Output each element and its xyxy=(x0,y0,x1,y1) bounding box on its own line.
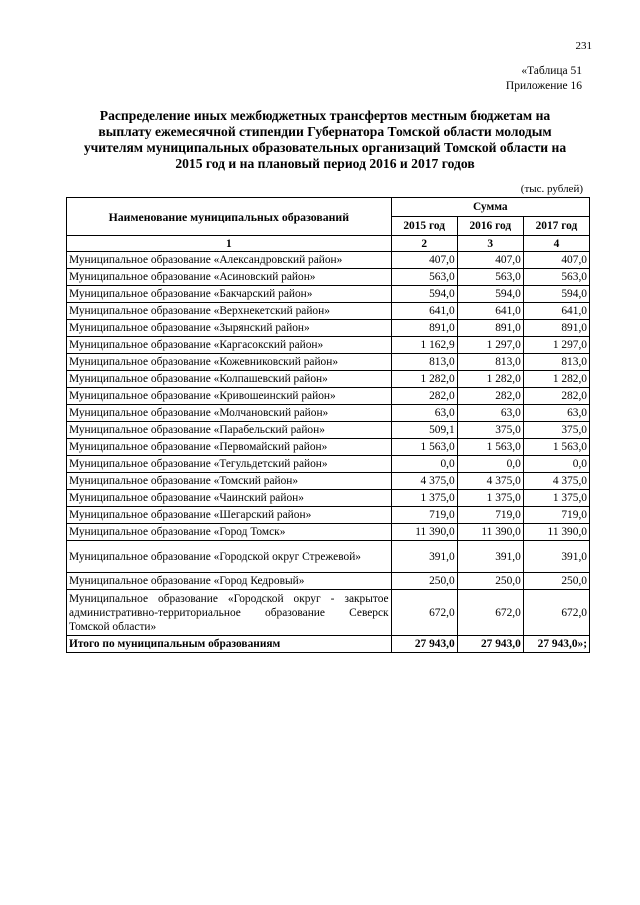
total-2016: 27 943,0 xyxy=(457,636,523,653)
value-2017: 719,0 xyxy=(523,507,589,524)
table-row xyxy=(67,286,590,303)
value-2017: 375,0 xyxy=(523,422,589,439)
total-row xyxy=(67,636,590,653)
value-2017: 4 375,0 xyxy=(523,473,589,490)
document-title xyxy=(70,108,580,172)
table-row xyxy=(67,507,590,524)
value-2017: 391,0 xyxy=(523,541,589,573)
table-row xyxy=(67,422,590,439)
value-2015: 4 375,0 xyxy=(391,473,457,490)
municipality-name: Муниципальное образование «Бакчарский район» xyxy=(67,286,392,303)
value-2017: 1 563,0 xyxy=(523,439,589,456)
value-2015: 1 563,0 xyxy=(391,439,457,456)
value-2016: 63,0 xyxy=(457,405,523,422)
table-row xyxy=(67,573,590,590)
table-number: «Таблица 51 xyxy=(521,65,582,77)
value-2016: 1 282,0 xyxy=(457,371,523,388)
table-row xyxy=(67,337,590,354)
value-2015: 641,0 xyxy=(391,303,457,320)
value-2015: 1 162,9 xyxy=(391,337,457,354)
value-2017: 250,0 xyxy=(523,573,589,590)
value-2017: 891,0 xyxy=(523,320,589,337)
header-year-2015: 2015 год xyxy=(391,217,457,236)
municipality-name: Муниципальное образование «Шегарский район» xyxy=(67,507,392,524)
municipality-name: Муниципальное образование «Зырянский район» xyxy=(67,320,392,337)
value-2015: 407,0 xyxy=(391,252,457,269)
header-name: Наименование муниципальных образований xyxy=(67,198,392,236)
table-row xyxy=(67,303,590,320)
value-2016: 391,0 xyxy=(457,541,523,573)
value-2015: 0,0 xyxy=(391,456,457,473)
municipality-name: Муниципальное образование «Город Кедровый» xyxy=(67,573,392,590)
value-2017: 11 390,0 xyxy=(523,524,589,541)
units-note: (тыс. рублей) xyxy=(520,183,583,195)
value-2015: 11 390,0 xyxy=(391,524,457,541)
value-2016: 1 297,0 xyxy=(457,337,523,354)
value-2017: 672,0 xyxy=(523,590,589,636)
value-2017: 813,0 xyxy=(523,354,589,371)
table-row xyxy=(67,524,590,541)
header-sum: Сумма xyxy=(391,198,589,217)
value-2015: 282,0 xyxy=(391,388,457,405)
value-2016: 1 375,0 xyxy=(457,490,523,507)
municipality-name: Муниципальное образование «Верхнекетский район» xyxy=(67,303,392,320)
table-row xyxy=(67,439,590,456)
column-number: 3 xyxy=(457,236,523,252)
value-2016: 672,0 xyxy=(457,590,523,636)
table-row xyxy=(67,490,590,507)
municipality-name: Муниципальное образование «Кожевниковский район» xyxy=(67,354,392,371)
value-2016: 891,0 xyxy=(457,320,523,337)
title-line: выплату ежемесячной стипендии Губернатора Томской области молодым xyxy=(98,124,552,139)
value-2017: 1 375,0 xyxy=(523,490,589,507)
column-number: 4 xyxy=(523,236,589,252)
municipality-name: Муниципальное образование «Колпашевский район» xyxy=(67,371,392,388)
value-2015: 250,0 xyxy=(391,573,457,590)
header-year-2017: 2017 год xyxy=(523,217,589,236)
value-2015: 813,0 xyxy=(391,354,457,371)
municipality-name: Муниципальное образование «Первомайский район» xyxy=(67,439,392,456)
value-2015: 1 375,0 xyxy=(391,490,457,507)
municipality-name: Муниципальное образование «Город Томск» xyxy=(67,524,392,541)
value-2017: 63,0 xyxy=(523,405,589,422)
value-2016: 563,0 xyxy=(457,269,523,286)
municipality-name: Муниципальное образование «Томский район» xyxy=(67,473,392,490)
value-2016: 250,0 xyxy=(457,573,523,590)
value-2015: 563,0 xyxy=(391,269,457,286)
header-row xyxy=(67,198,590,217)
column-number: 1 xyxy=(67,236,392,252)
value-2016: 1 563,0 xyxy=(457,439,523,456)
transfers-table xyxy=(66,197,590,653)
table-row xyxy=(67,269,590,286)
table-row xyxy=(67,320,590,337)
value-2015: 891,0 xyxy=(391,320,457,337)
value-2017: 1 297,0 xyxy=(523,337,589,354)
municipality-name: Муниципальное образование «Городской округ Стрежевой» xyxy=(67,541,392,573)
page-number: 231 xyxy=(575,40,592,52)
value-2017: 1 282,0 xyxy=(523,371,589,388)
value-2015: 594,0 xyxy=(391,286,457,303)
column-number: 2 xyxy=(391,236,457,252)
value-2016: 11 390,0 xyxy=(457,524,523,541)
municipality-name: Муниципальное образование «Александровский район» xyxy=(67,252,392,269)
value-2015: 509,1 xyxy=(391,422,457,439)
table-row xyxy=(67,371,590,388)
value-2016: 813,0 xyxy=(457,354,523,371)
value-2016: 719,0 xyxy=(457,507,523,524)
value-2017: 282,0 xyxy=(523,388,589,405)
table-row xyxy=(67,590,590,636)
column-number-row xyxy=(67,236,590,252)
total-label: Итого по муниципальным образованиям xyxy=(67,636,392,653)
table-reference xyxy=(506,64,582,94)
title-line: Распределение иных межбюджетных трансфертов местным бюджетам на xyxy=(99,108,551,123)
value-2017: 594,0 xyxy=(523,286,589,303)
value-2016: 0,0 xyxy=(457,456,523,473)
value-2015: 1 282,0 xyxy=(391,371,457,388)
table-row xyxy=(67,405,590,422)
header-year-2016: 2016 год xyxy=(457,217,523,236)
value-2016: 4 375,0 xyxy=(457,473,523,490)
value-2017: 407,0 xyxy=(523,252,589,269)
value-2016: 641,0 xyxy=(457,303,523,320)
table-row xyxy=(67,388,590,405)
municipality-name: Муниципальное образование «Асиновский район» xyxy=(67,269,392,286)
municipality-name: Муниципальное образование «Молчановский район» xyxy=(67,405,392,422)
table-row xyxy=(67,541,590,573)
value-2015: 719,0 xyxy=(391,507,457,524)
municipality-name: Муниципальное образование «Парабельский район» xyxy=(67,422,392,439)
municipality-name: Муниципальное образование «Тегульдетский район» xyxy=(67,456,392,473)
value-2015: 391,0 xyxy=(391,541,457,573)
title-line: 2015 год и на плановый период 2016 и 2017 годов xyxy=(175,156,475,171)
table-row xyxy=(67,252,590,269)
title-line: учителям муниципальных образовательных организаций Томской области на xyxy=(83,140,567,155)
total-2015: 27 943,0 xyxy=(391,636,457,653)
value-2016: 282,0 xyxy=(457,388,523,405)
value-2016: 594,0 xyxy=(457,286,523,303)
table-row xyxy=(67,473,590,490)
value-2017: 0,0 xyxy=(523,456,589,473)
value-2015: 672,0 xyxy=(391,590,457,636)
municipality-name: Муниципальное образование «Городской округ - закрытое административно-территориальное образование Северск Томской области» xyxy=(67,590,392,636)
total-2017: 27 943,0»; xyxy=(523,636,589,653)
municipality-name: Муниципальное образование «Чаинский район» xyxy=(67,490,392,507)
value-2015: 63,0 xyxy=(391,405,457,422)
value-2016: 375,0 xyxy=(457,422,523,439)
value-2016: 407,0 xyxy=(457,252,523,269)
table-row xyxy=(67,456,590,473)
municipality-name: Муниципальное образование «Кривошеинский район» xyxy=(67,388,392,405)
value-2017: 563,0 xyxy=(523,269,589,286)
appendix-number: Приложение 16 xyxy=(505,80,582,92)
table-row xyxy=(67,354,590,371)
value-2017: 641,0 xyxy=(523,303,589,320)
municipality-name: Муниципальное образование «Каргасокский район» xyxy=(67,337,392,354)
